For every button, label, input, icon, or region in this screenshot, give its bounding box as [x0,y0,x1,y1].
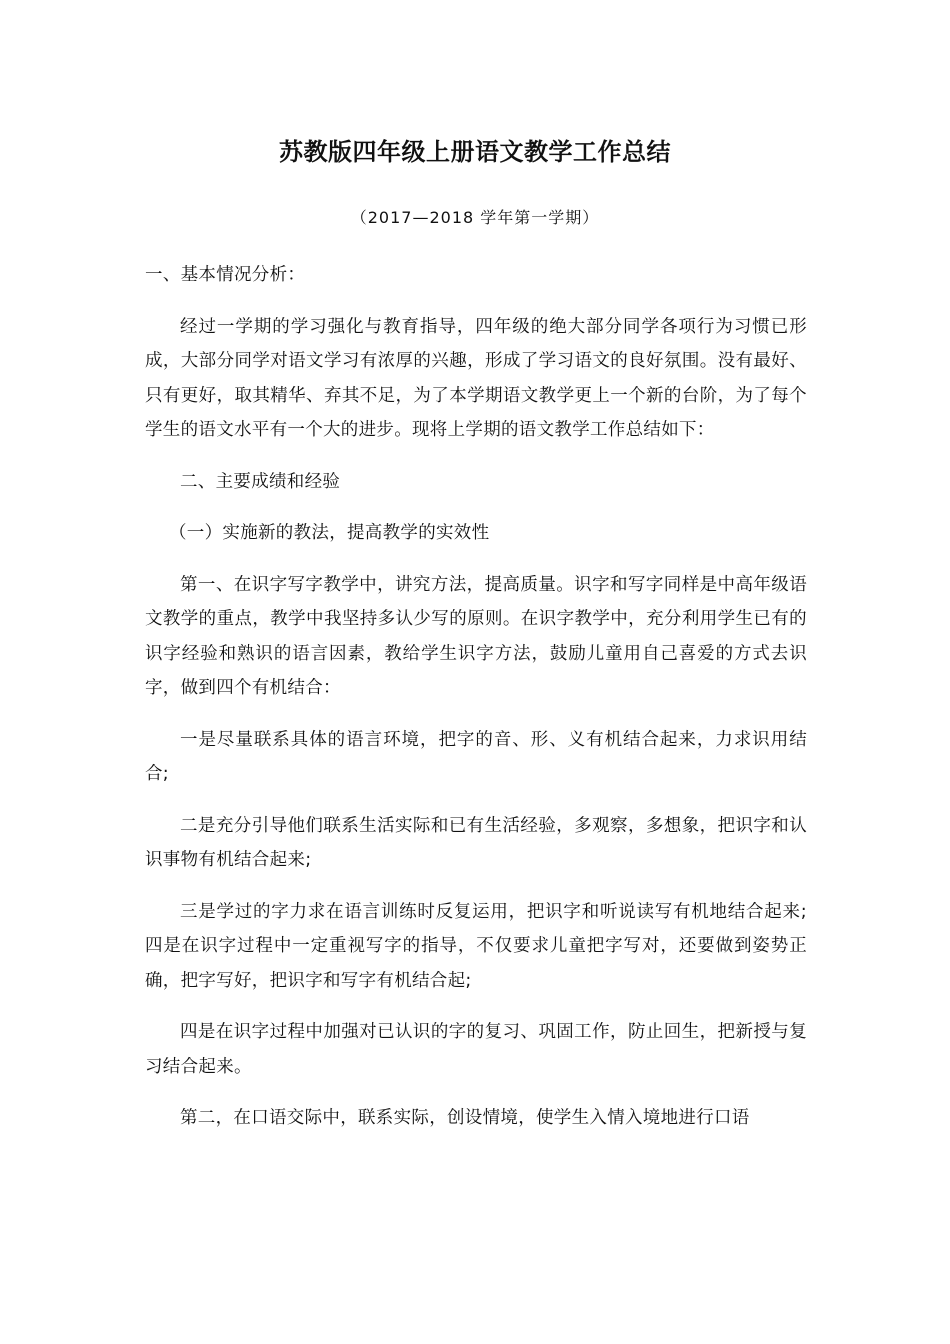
paragraph-first: 第一、在识字写字教学中，讲究方法，提高质量。识字和写字同样是中高年级语文教学的重点，教学中我坚持多认少写的原则。在识字教学中，充分利用学生已有的识字经验和熟识的语言因素，教给学生识字方法，鼓励儿童用自己喜爱的方式去识字，做到四个有机结合： [145,574,807,698]
section-1-heading: 一、基本情况分析： [145,265,306,285]
section-1-paragraph: 经过一学期的学习强化与教育指导，四年级的绝大部分同学各项行为习惯已形成，大部分同学对语文学习有浓厚的兴趣，形成了学习语文的良好氛围。没有最好、只有更好，取其精华、弃其不足，为了本学期语文教学更上一个新的台阶，为了每个学生的语文水平有一个大的进步。现将上学期的语文教学工作总结如下： [145,316,807,440]
subsection-1-heading: （一）实施新的教法，提高教学的实效性 [169,523,490,543]
section-2-heading: 二、主要成绩和经验 [180,471,341,492]
paragraph-second: 第二，在口语交际中，联系实际，创设情境，使学生入情入境地进行口语 [180,1108,750,1128]
document-subtitle: （2017—2018 学年第一学期） [350,208,600,227]
point-four: 四是在识字过程中加强对已认识的字的复习、巩固工作，防止回生，把新授与复习结合起来。 [145,1022,807,1077]
point-one: 一是尽量联系具体的语言环境，把字的音、形、义有机结合起来，力求识用结合; [145,729,807,784]
point-two: 二是充分引导他们联系生活实际和已有生活经验，多观察，多想象，把识字和认识事物有机结合起来; [145,815,807,870]
document-body [145,258,807,1136]
document-title: 苏教版四年级上册语文教学工作总结 [279,138,671,166]
point-three: 三是学过的字力求在语言训练时反复运用，把识字和听说读写有机地结合起来;四是在识字过程中一定重视写字的指导，不仅要求儿童把字写对，还要做到姿势正确，把字写好，把识字和写字有机结合起; [145,901,807,991]
